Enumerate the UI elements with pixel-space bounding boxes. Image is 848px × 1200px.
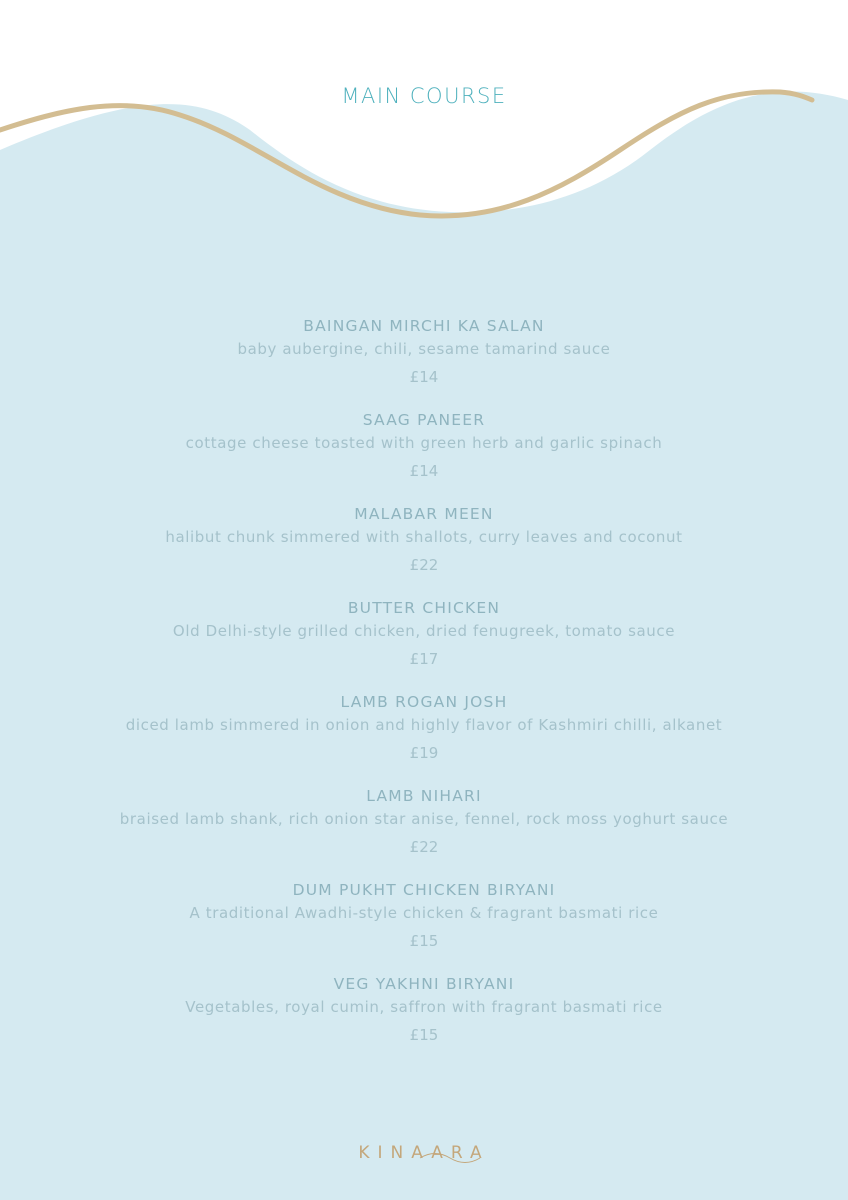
menu-item bbox=[0, 879, 848, 973]
brand-logo: KINAARA bbox=[358, 1143, 490, 1163]
dish-name: BUTTER CHICKEN bbox=[347, 599, 501, 617]
dish-name: BAINGAN MIRCHI KA SALAN bbox=[303, 317, 545, 335]
menu-item bbox=[0, 785, 848, 879]
dish-description: Vegetables, royal cumin, saffron with fragrant basmati rice bbox=[185, 998, 663, 1016]
menu-item bbox=[0, 597, 848, 691]
menu-item bbox=[0, 503, 848, 597]
dish-price: £22 bbox=[409, 556, 439, 574]
header-wave-decoration bbox=[0, 0, 848, 260]
dish-name: VEG YAKHNI BIRYANI bbox=[333, 975, 515, 993]
dish-price: £15 bbox=[409, 1026, 439, 1044]
dish-description: halibut chunk simmered with shallots, curry leaves and coconut bbox=[165, 528, 683, 546]
dish-price: £17 bbox=[409, 650, 439, 668]
dish-price: £14 bbox=[409, 368, 439, 386]
dish-price: £15 bbox=[409, 932, 439, 950]
menu-list bbox=[0, 315, 848, 1067]
dish-description: cottage cheese toasted with green herb and garlic spinach bbox=[185, 434, 663, 452]
dish-name: LAMB ROGAN JOSH bbox=[340, 693, 508, 711]
menu-item bbox=[0, 409, 848, 503]
dish-name: LAMB NIHARI bbox=[366, 787, 482, 805]
dish-price: £22 bbox=[409, 838, 439, 856]
dish-price: £14 bbox=[409, 462, 439, 480]
logo-wave-icon bbox=[400, 1152, 500, 1164]
menu-item bbox=[0, 973, 848, 1067]
dish-description: Old Delhi-style grilled chicken, dried fenugreek, tomato sauce bbox=[172, 622, 676, 640]
dish-price: £19 bbox=[409, 744, 439, 762]
dish-name: DUM PUKHT CHICKEN BIRYANI bbox=[292, 881, 556, 899]
menu-item bbox=[0, 691, 848, 785]
dish-description: baby aubergine, chili, sesame tamarind sauce bbox=[237, 340, 611, 358]
dish-name: MALABAR MEEN bbox=[354, 505, 494, 523]
dish-description: diced lamb simmered in onion and highly flavor of Kashmiri chilli, alkanet bbox=[125, 716, 723, 734]
dish-description: braised lamb shank, rich onion star anise, fennel, rock moss yoghurt sauce bbox=[119, 810, 729, 828]
dish-description: A traditional Awadhi-style chicken & fragrant basmati rice bbox=[189, 904, 659, 922]
menu-item bbox=[0, 315, 848, 409]
dish-name: SAAG PANEER bbox=[362, 411, 486, 429]
page-title: MAIN COURSE bbox=[341, 84, 507, 108]
